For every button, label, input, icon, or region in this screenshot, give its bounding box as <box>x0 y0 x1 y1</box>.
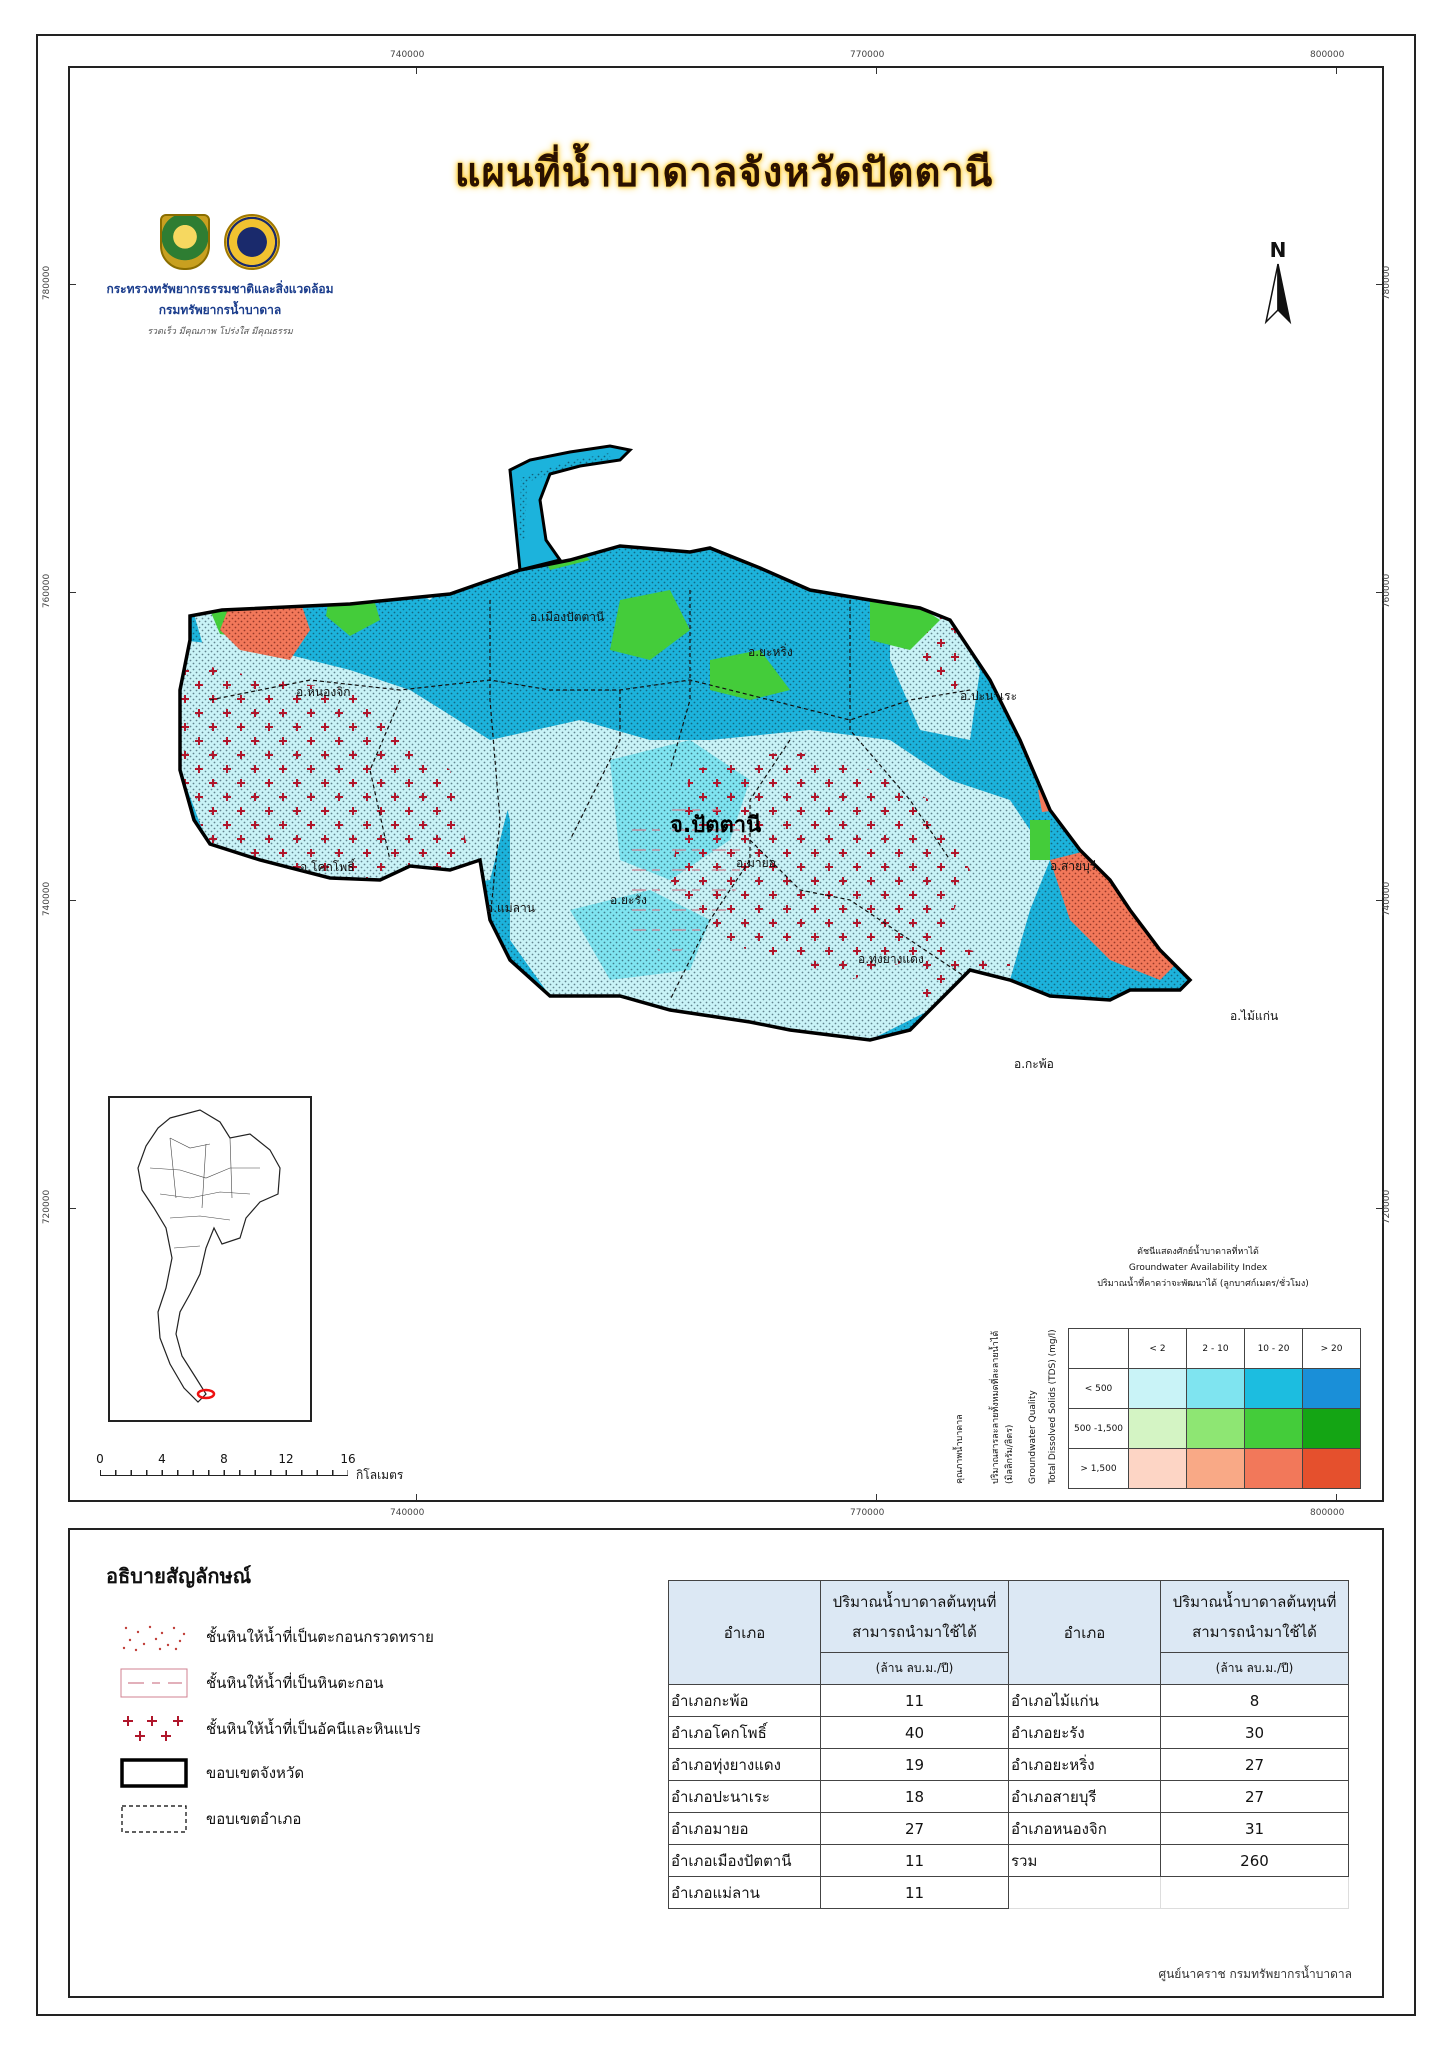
thick-border-icon <box>120 1758 188 1788</box>
total-value: 260 <box>1161 1845 1349 1877</box>
scale-tick-16: 16 <box>340 1452 356 1466</box>
ministry-logo <box>160 214 210 270</box>
department-name: กรมทรัพยากรน้ำบาดาล <box>158 303 282 317</box>
legend-box <box>68 1528 1384 1998</box>
yield-value: 27 <box>1161 1781 1349 1813</box>
yield-value: 27 <box>821 1813 1009 1845</box>
scale-tick-0: 0 <box>96 1452 104 1466</box>
yield-value: 40 <box>821 1717 1009 1749</box>
legend-item-sedimentary <box>120 1666 384 1700</box>
north-label: N <box>1269 238 1287 262</box>
th-district-left: อำเภอ <box>669 1581 821 1685</box>
department-logo <box>224 214 280 270</box>
gai-col-1: < 2 <box>1129 1329 1187 1369</box>
th-yield-left: ปริมาณน้ำบาดาลต้นทุนที่สามารถนำมาใช้ได้ <box>821 1581 1009 1653</box>
gai-row-3: > 1,500 <box>1069 1449 1129 1489</box>
coord-top-1: 740000 <box>390 50 425 60</box>
cross-pattern-icon <box>120 1714 188 1744</box>
yield-value: 31 <box>1161 1813 1349 1845</box>
district-name: อำเภอหนองจิก <box>1009 1813 1161 1845</box>
table-row <box>669 1813 1349 1845</box>
groundwater-availability-index <box>948 1244 1368 1494</box>
table-row <box>669 1685 1349 1717</box>
district-label-kapho: อ.กะพ้อ <box>1014 1057 1054 1071</box>
legend-item-gravel-sand <box>120 1620 434 1654</box>
dashed-border-icon <box>120 1804 188 1834</box>
gai-col-3: 10 - 20 <box>1245 1329 1303 1369</box>
inset-map <box>108 1096 312 1422</box>
district-label-mueang: อ.เมืองปัตตานี <box>530 610 605 624</box>
scale-bar <box>96 1452 410 1492</box>
coord-top-3: 800000 <box>1310 50 1345 60</box>
table-row <box>669 1749 1349 1781</box>
district-label-nong-chik: อ.หนองจิก <box>296 685 351 699</box>
coord-right-1: 780000 <box>1382 265 1393 301</box>
gai-matrix <box>1068 1328 1361 1489</box>
legend-label-igneous: ชั้นหินให้น้ำที่เป็นอัคนีและหินแปร <box>206 1720 421 1738</box>
legend-label-gravel-sand: ชั้นหินให้น้ำที่เป็นตะกอนกรวดทราย <box>206 1628 434 1646</box>
gai-col-4: > 20 <box>1303 1329 1361 1369</box>
table-row <box>669 1717 1349 1749</box>
yield-value: 30 <box>1161 1717 1349 1749</box>
yield-value: 18 <box>821 1781 1009 1813</box>
coord-right-3: 740000 <box>1382 881 1393 917</box>
district-name: อำเภอกะพ้อ <box>669 1685 821 1717</box>
district-name: อำเภอสายบุรี <box>1009 1781 1161 1813</box>
coord-left-4: 720000 <box>42 1189 53 1225</box>
coord-right-4: 720000 <box>1382 1189 1393 1225</box>
coord-bottom-2: 770000 <box>850 1508 885 1518</box>
slogan: รวดเร็ว มีคุณภาพ โปร่งใส มีคุณธรรม <box>147 327 293 337</box>
gai-quality-th: คุณภาพน้ำบาดาล <box>955 1414 965 1484</box>
table-row <box>669 1781 1349 1813</box>
north-arrow-icon <box>1258 262 1298 326</box>
district-label-yarang: อ.ยะรัง <box>610 893 647 907</box>
legend-label-district-boundary: ขอบเขตอำเภอ <box>206 1810 302 1828</box>
th-unit-left: (ล้าน ลบ.ม./ปี) <box>821 1653 1009 1685</box>
coord-left-2: 760000 <box>42 573 53 609</box>
yield-value: 11 <box>821 1845 1009 1877</box>
table-row <box>669 1877 1349 1909</box>
district-name: อำเภอมายอ <box>669 1813 821 1845</box>
yield-value: 27 <box>1161 1749 1349 1781</box>
district-name: อำเภอแม่ลาน <box>669 1877 821 1909</box>
district-name: อำเภอเมืองปัตตานี <box>669 1845 821 1877</box>
coord-bottom-1: 740000 <box>390 1508 425 1518</box>
legend-item-district-boundary <box>120 1802 301 1836</box>
gai-quality-th3: (มิลลิกรัม/ลิตร) <box>1005 1424 1015 1484</box>
table-row <box>669 1845 1349 1877</box>
th-yield-right: ปริมาณน้ำบาดาลต้นทุนที่สามารถนำมาใช้ได้ <box>1161 1581 1349 1653</box>
gai-yield-label: ปริมาณน้ำที่คาดว่าจะพัฒนาได้ (ลูกบาศก์เมตร/ชั่วโมง) <box>1097 1279 1309 1289</box>
yield-value: 8 <box>1161 1685 1349 1717</box>
coord-top-2: 770000 <box>850 50 885 60</box>
gai-quality-th2: ปริมาณสารละลายทั้งหมดที่ละลายน้ำได้ <box>991 1330 1001 1484</box>
coord-left-3: 740000 <box>42 881 53 917</box>
district-name: อำเภอโคกโพธิ์ <box>669 1717 821 1749</box>
thailand-inset-icon <box>110 1098 310 1420</box>
th-unit-right: (ล้าน ลบ.ม./ปี) <box>1161 1653 1349 1685</box>
coord-bottom-3: 800000 <box>1310 1508 1345 1518</box>
district-name: อำเภอยะหริ่ง <box>1009 1749 1161 1781</box>
map-title: แผนที่น้ำบาดาลจังหวัดปัตตานี <box>454 150 994 196</box>
yield-value: 11 <box>821 1877 1009 1909</box>
gai-title-th: ดัชนีแสดงศักย์น้ำบาดาลที่หาได้ <box>1137 1247 1259 1257</box>
scale-unit: กิโลเมตร <box>356 1468 404 1482</box>
dotted-pattern-icon <box>120 1622 188 1652</box>
gai-tds-en: Total Dissolved Solids (TDS) (mg/l) <box>1048 1329 1058 1484</box>
legend-label-province-boundary: ขอบเขตจังหวัด <box>206 1764 305 1782</box>
groundwater-yield-table <box>668 1580 1349 1909</box>
district-name: อำเภอยะรัง <box>1009 1717 1161 1749</box>
district-label-thung-yang-daeng: อ.ทุ่งยางแดง <box>858 952 924 966</box>
yield-value: 19 <box>821 1749 1009 1781</box>
district-label-mae-lan: อ.แม่ลาน <box>486 901 535 915</box>
coord-left-1: 780000 <box>42 265 53 301</box>
legend-item-province-boundary <box>120 1756 304 1790</box>
north-arrow <box>1258 238 1298 328</box>
gai-col-2: 2 - 10 <box>1187 1329 1245 1369</box>
gai-row-1: < 500 <box>1069 1369 1129 1409</box>
district-label-mai-kaen: อ.ไม้แก่น <box>1230 1009 1279 1023</box>
district-label-mayo: อ.มายอ <box>736 856 776 870</box>
organization-block <box>100 214 340 338</box>
province-label: จ.ปัตตานี <box>670 813 762 838</box>
scale-tick-12: 12 <box>278 1452 294 1466</box>
district-name: อำเภอปะนาเระ <box>669 1781 821 1813</box>
dashed-pattern-icon <box>120 1668 188 1698</box>
yield-value: 11 <box>821 1685 1009 1717</box>
gai-row-2: 500 -1,500 <box>1069 1409 1129 1449</box>
legend-title: อธิบายสัญลักษณ์ <box>106 1564 252 1588</box>
district-label-panare: อ.ปะนาเระ <box>960 689 1018 703</box>
scale-tick-8: 8 <box>220 1452 228 1466</box>
coord-right-2: 760000 <box>1382 573 1393 609</box>
total-label: รวม <box>1009 1845 1161 1877</box>
credit: ศูนย์นาคราช กรมทรัพยากรน้ำบาดาล <box>1158 1967 1352 1981</box>
district-label-yaring: อ.ยะหริ่ง <box>748 645 793 659</box>
scale-tick-4: 4 <box>158 1452 166 1466</box>
district-name: อำเภอทุ่งยางแดง <box>669 1749 821 1781</box>
legend-label-sedimentary: ชั้นหินให้น้ำที่เป็นหินตะกอน <box>206 1674 384 1692</box>
legend-item-igneous <box>120 1712 421 1746</box>
district-label-sai-buri: อ.สายบุรี <box>1050 859 1097 873</box>
gai-quality-en: Groundwater Quality <box>1028 1390 1038 1484</box>
ministry-name: กระทรวงทรัพยากรธรรมชาติและสิ่งแวดล้อม <box>106 282 334 296</box>
th-district-right: อำเภอ <box>1009 1581 1161 1685</box>
gai-title-en: Groundwater Availability Index <box>1128 1263 1268 1273</box>
groundwater-map <box>150 440 1350 1140</box>
district-label-khok-pho: อ.โคกโพธิ์ <box>300 860 355 874</box>
district-name: อำเภอไม้แก่น <box>1009 1685 1161 1717</box>
